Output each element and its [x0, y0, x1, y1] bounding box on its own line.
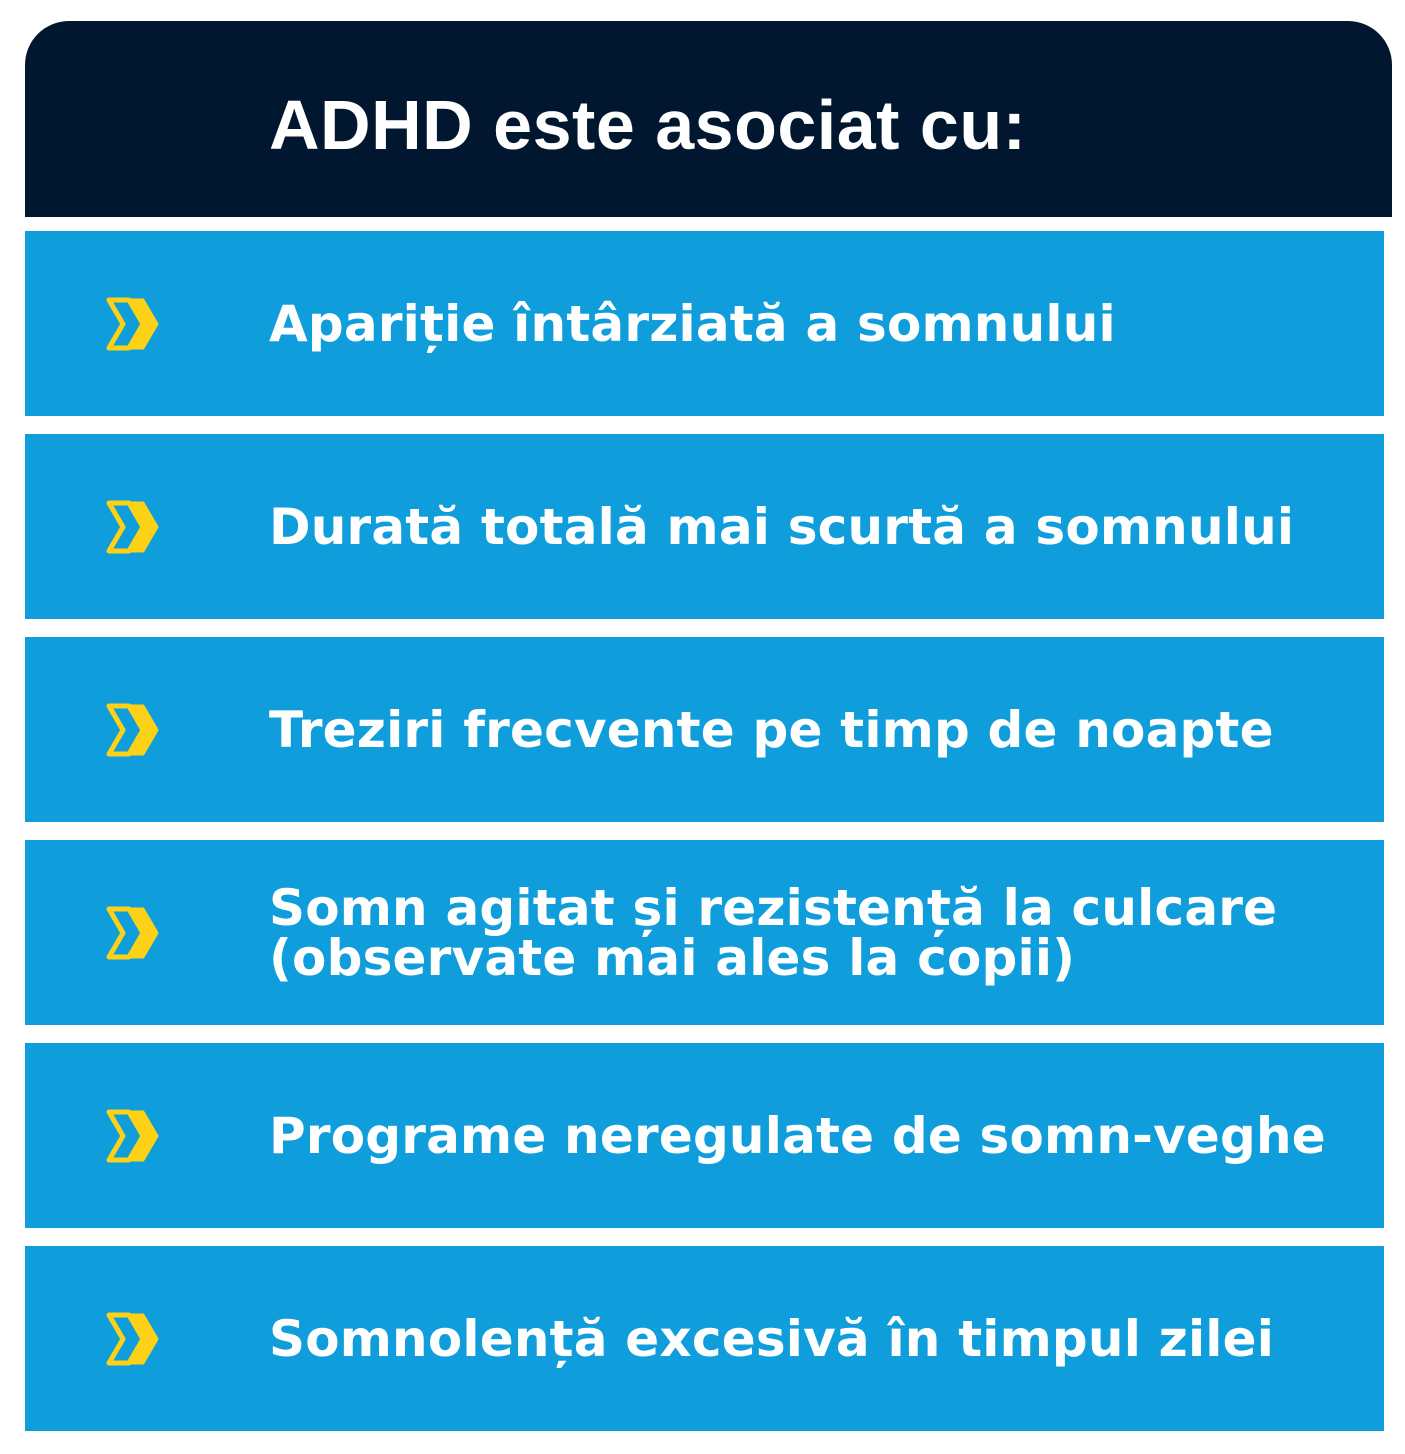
- page-title: ADHD este asociat cu:: [269, 86, 1027, 164]
- list-item: [25, 434, 1384, 619]
- list-item-text: Somnolență excesivă în timpul zilei: [269, 1309, 1275, 1368]
- list-item-text: Programe neregulate de somn-veghe: [269, 1106, 1326, 1165]
- list-item-text: Durată totală mai scurtă a somnului: [269, 497, 1295, 556]
- double-chevron-right-icon: [103, 1108, 161, 1164]
- double-chevron-right-icon: [103, 296, 161, 352]
- list-item-text: Treziri frecvente pe timp de noapte: [269, 700, 1274, 759]
- list-item-text: Apariție întârziată a somnului: [269, 294, 1116, 353]
- double-chevron-right-icon: [103, 499, 161, 555]
- double-chevron-right-icon: [103, 702, 161, 758]
- list-item: [25, 231, 1384, 416]
- header-banner: [25, 21, 1392, 217]
- double-chevron-right-icon: [103, 905, 161, 961]
- list-item: [25, 637, 1384, 822]
- list-item: [25, 1043, 1384, 1228]
- list-item: [25, 1246, 1384, 1431]
- association-list: [25, 231, 1384, 1431]
- list-item-text: Somn agitat și rezistență la culcare (observate mai ales la copii): [269, 878, 1278, 987]
- list-item: [25, 840, 1384, 1025]
- double-chevron-right-icon: [103, 1311, 161, 1367]
